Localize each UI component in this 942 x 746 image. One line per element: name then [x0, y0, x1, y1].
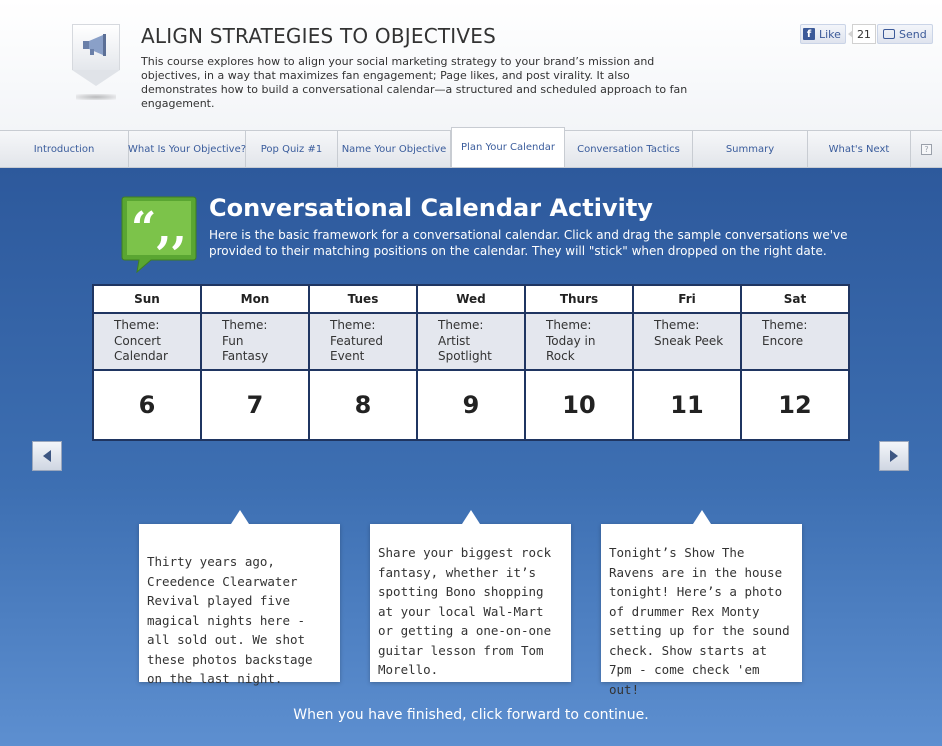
theme-label: Theme: [330, 318, 376, 332]
next-week-button[interactable] [879, 441, 909, 471]
facebook-like-widget [800, 24, 876, 44]
calendar-column-wed [418, 286, 526, 439]
date-drop-target[interactable]: 6 [138, 391, 156, 419]
draggable-conversation-card[interactable]: Share your biggest rock fantasy, whether it’s spotting Bono shopping at your local Wal-Mart or getting a one-on-one guitar lesson from Tom Morello. [370, 524, 571, 682]
calendar-column-sun [94, 286, 202, 439]
course-badge [72, 24, 120, 86]
facebook-logo-icon: f [803, 28, 815, 40]
activity-title: Conversational Calendar Activity [209, 194, 653, 222]
send-icon [883, 29, 895, 39]
day-header: Wed [418, 286, 524, 314]
theme-cell [202, 314, 308, 371]
tab-help[interactable] [911, 131, 942, 167]
day-header: Thurs [526, 286, 632, 314]
facebook-like-button[interactable] [800, 24, 846, 44]
theme-cell [634, 314, 740, 371]
calendar-column-mon [202, 286, 310, 439]
date-drop-target[interactable]: 7 [246, 391, 264, 419]
theme-label: Theme: [114, 318, 160, 332]
tab-label: Conversation Tactics [577, 143, 680, 155]
theme-value: Sneak Peek [654, 333, 724, 348]
tab-label: Introduction [33, 143, 95, 155]
previous-week-button[interactable] [32, 441, 62, 471]
send-label: Send [899, 27, 927, 41]
theme-label: Theme: [222, 318, 268, 332]
draggable-conversation-card[interactable]: Thirty years ago, Creedence Clearwater Revival played five magical nights here - all sold out. We shot these photos backstage on the last night. [139, 524, 340, 682]
calendar-column-fri [634, 286, 742, 439]
day-header: Sun [94, 286, 200, 314]
activity-panel [0, 168, 942, 746]
calendar-column-thurs [526, 286, 634, 439]
theme-value: Encore [762, 333, 804, 348]
tab-label: What's Next [828, 143, 890, 155]
theme-label: Theme: [762, 318, 808, 332]
course-title: ALIGN STRATEGIES TO OBJECTIVES [141, 24, 497, 48]
day-header: Fri [634, 286, 740, 314]
course-header [0, 0, 942, 130]
draggable-conversation-card[interactable]: Tonight’s Show The Ravens are in the house tonight! Here’s a photo of drummer Rex Monty setting up for the sound check. Show starts at 7pm - come check 'em out! [601, 524, 802, 682]
calendar-column-tues [310, 286, 418, 439]
theme-cell [418, 314, 524, 371]
date-drop-target[interactable]: 10 [562, 391, 596, 419]
theme-value: Concert Calendar [114, 333, 168, 363]
theme-label: Theme: [438, 318, 484, 332]
like-count: 21 [852, 24, 876, 44]
tab-plan-your-calendar[interactable] [451, 127, 565, 167]
tab-label: Summary [725, 143, 775, 155]
calendar-column-sat [742, 286, 848, 439]
theme-value: Artist Spotlight [438, 333, 492, 363]
quote-bubble-icon [121, 195, 197, 273]
facebook-send-button[interactable] [877, 24, 933, 44]
date-drop-target[interactable]: 9 [462, 391, 480, 419]
course-tabs [0, 130, 942, 168]
date-drop-target[interactable]: 8 [354, 391, 372, 419]
tab-conversation-tactics[interactable] [565, 131, 693, 167]
megaphone-icon [81, 32, 111, 58]
tab-name-your-objective[interactable] [338, 131, 451, 167]
help-icon: ? [921, 144, 932, 155]
theme-label: Theme: [654, 318, 700, 332]
theme-cell [742, 314, 848, 371]
tab-label: Pop Quiz #1 [260, 143, 323, 155]
theme-value: Featured Event [330, 333, 383, 363]
theme-value: Today in Rock [546, 333, 596, 363]
date-drop-target[interactable]: 12 [778, 391, 812, 419]
conversational-calendar [92, 284, 850, 441]
tab-introduction[interactable] [0, 131, 129, 167]
theme-label: Theme: [546, 318, 592, 332]
continue-instruction: When you have finished, click forward to continue. [293, 707, 649, 723]
tab-label: What Is Your Objective? [127, 143, 247, 155]
course-description: This course explores how to align your social marketing strategy to your brand’s mission and objectives, in a way that maximizes fan engagement; Page likes, and post virality. It also demonstrates how to build a conversational calendar—a structured and scheduled approach to fan engagement. [141, 55, 688, 110]
theme-cell [310, 314, 416, 371]
svg-text:“,,: “,, [131, 203, 187, 254]
like-label: Like [819, 27, 841, 41]
tab-pop-quiz-1[interactable] [246, 131, 338, 167]
tab-whats-next[interactable] [808, 131, 911, 167]
day-header: Mon [202, 286, 308, 314]
day-header: Tues [310, 286, 416, 314]
tab-label: Name Your Objective [341, 143, 447, 155]
right-arrow-icon [890, 450, 898, 462]
day-header: Sat [742, 286, 848, 314]
left-arrow-icon [43, 450, 51, 462]
theme-cell [94, 314, 200, 371]
tab-label: Plan Your Calendar [461, 142, 555, 153]
activity-instructions: Here is the basic framework for a conversational calendar. Click and drag the sample conversations we've provided to their matching positions on the calendar. They will "stick" when dropped on the right date. [209, 228, 848, 258]
theme-cell [526, 314, 632, 371]
tab-what-is-your-objective[interactable] [129, 131, 246, 167]
tab-summary[interactable] [693, 131, 808, 167]
theme-value: Fun Fantasy [222, 333, 269, 363]
date-drop-target[interactable]: 11 [670, 391, 704, 419]
